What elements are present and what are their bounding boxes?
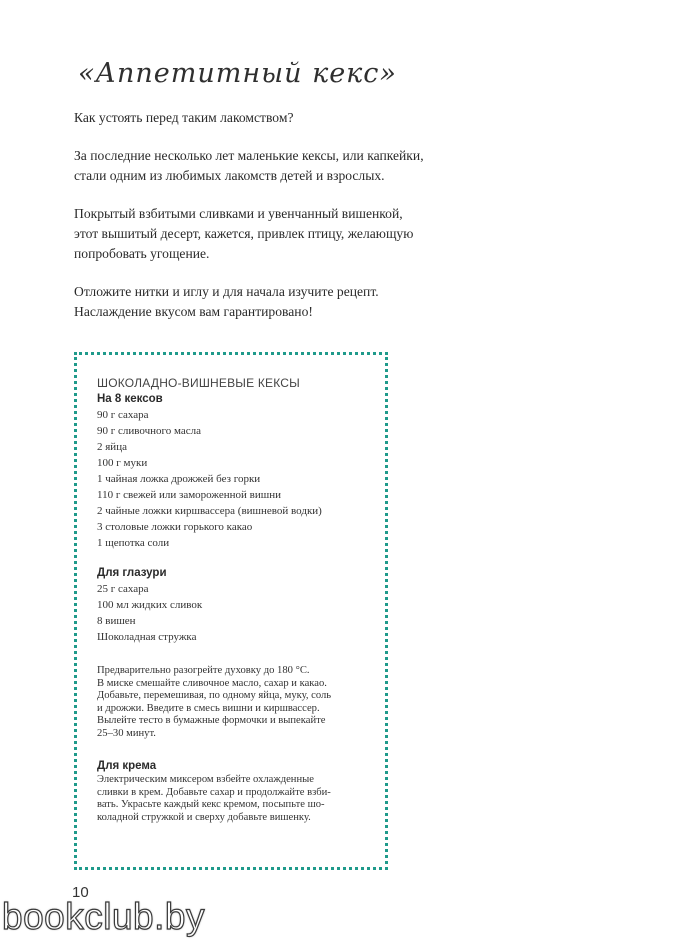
ingredient-item: 100 г муки	[97, 457, 148, 469]
intro-line: стали одним из любимых лакомств детей и взрослых.	[74, 168, 385, 183]
ingredient-item: 1 чайная ложка дрожжей без горки	[97, 473, 261, 485]
cream-line: вать. Украсьте каждый кекс кремом, посыпьте шо-	[97, 799, 325, 810]
method-line: Вылейте тесто в бумажные формочки и выпекайте	[97, 715, 326, 726]
intro-line: Наслаждение вкусом вам гарантировано!	[74, 304, 313, 319]
intro-paragraph	[74, 146, 474, 186]
cream-line: коладной стружкой и сверху добавьте вишенку.	[97, 811, 311, 823]
ingredient-item: 90 г сахара	[97, 409, 149, 421]
ingredient-item: 3 столовые ложки горького какао	[97, 521, 253, 533]
method-line: Добавьте, перемешивая, по одному яйца, муку, соль	[97, 690, 332, 701]
cream-line: Электрическим миксером взбейте охлажденные	[97, 774, 314, 785]
ingredient-item: 90 г сливочного масла	[97, 425, 202, 437]
method-line: В миске смешайте сливочное масло, сахар и какао.	[97, 677, 327, 689]
intro-line: Покрытый взбитыми сливками и увенчанный вишенкой,	[74, 206, 403, 221]
ingredients-list	[97, 407, 387, 551]
glaze-heading: Для глазури	[97, 567, 167, 579]
cream-line: сливки в крем. Добавьте сахар и продолжайте взби-	[97, 786, 331, 798]
watermark-logo: bookclub.by	[2, 896, 205, 937]
intro-paragraph	[74, 204, 474, 264]
glaze-list	[97, 581, 387, 645]
glaze-item: 8 вишен	[97, 615, 136, 627]
recipe-title: ШОКОЛАДНО-ВИШНЕВЫЕ КЕКСЫ	[97, 376, 300, 390]
intro-line: попробовать угощение.	[74, 246, 210, 261]
glaze-item: Шоколадная стружка	[97, 631, 197, 643]
page-title: «Аппетитный кекс»	[78, 58, 397, 89]
glaze-item: 100 мл жидких сливок	[97, 599, 203, 611]
intro-line: Отложите нитки и иглу и для начала изучите рецепт.	[74, 284, 379, 299]
intro-paragraph	[74, 282, 474, 322]
ingredient-item: 2 чайные ложки киршвассера (вишневой водки)	[97, 505, 322, 517]
intro-line: За последние несколько лет маленькие кексы, или капкейки,	[74, 148, 424, 163]
ingredient-item: 1 щепотка соли	[97, 537, 170, 549]
method-line: 25–30 минут.	[97, 727, 156, 739]
ingredient-item: 2 яйца	[97, 441, 127, 453]
glaze-item: 25 г сахара	[97, 583, 149, 595]
method-text	[97, 665, 387, 740]
page-number: 10	[72, 884, 89, 901]
intro-text	[74, 108, 474, 340]
intro-line: этот вышитый десерт, кажется, привлек птицу, желающую	[74, 226, 414, 241]
recipe-card	[97, 376, 387, 824]
method-line: Предварительно разогрейте духовку до 180 °С.	[97, 665, 310, 676]
ingredient-item: 110 г свежей или замороженной вишни	[97, 489, 281, 501]
cream-heading: Для крема	[97, 760, 157, 772]
intro-paragraph	[74, 108, 474, 128]
method-line: и дрожжи. Введите в смесь вишни и киршвассер.	[97, 702, 320, 714]
cream-text	[97, 774, 387, 824]
intro-line: Как устоять перед таким лакомством?	[74, 110, 294, 125]
servings-heading: На 8 кексов	[97, 393, 163, 405]
